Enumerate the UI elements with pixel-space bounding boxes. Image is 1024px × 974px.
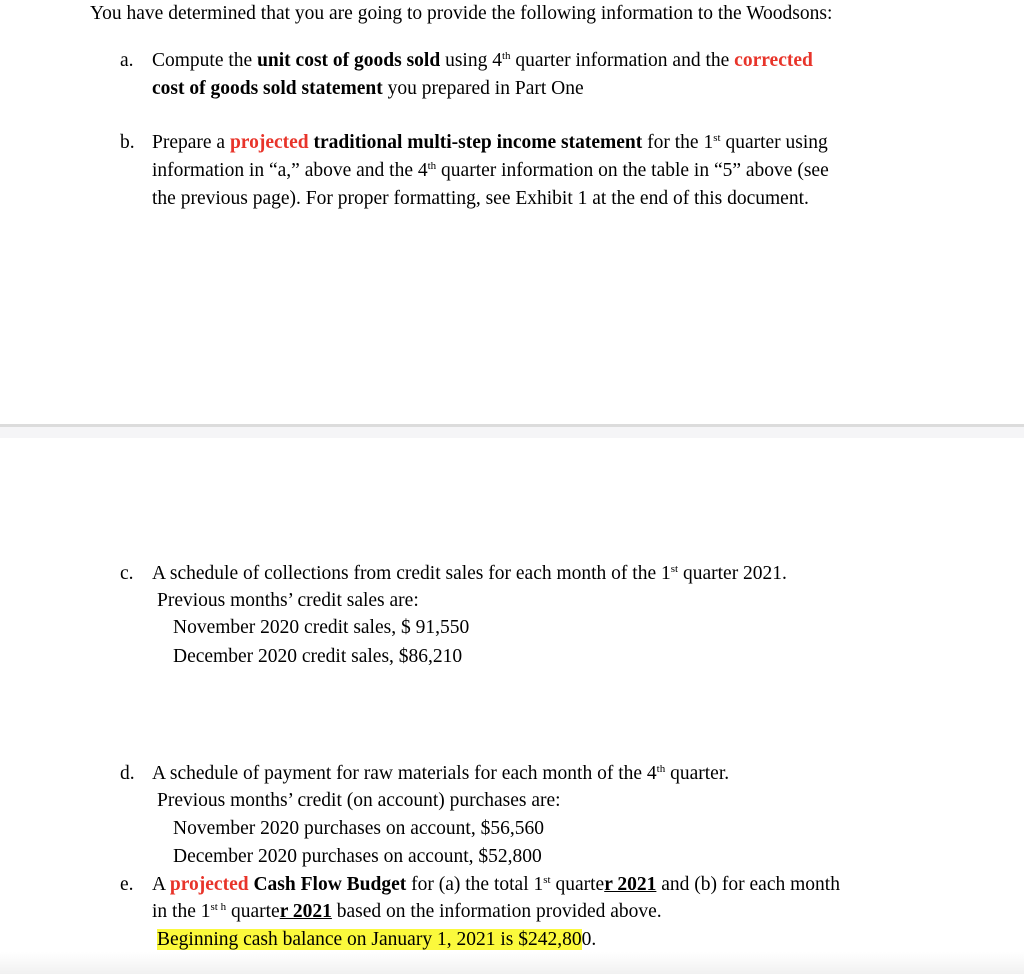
highlighted-cash-balance: Beginning cash balance on January 1, 2021 is $242,80 [157,929,582,950]
bottom-shade [0,952,1024,974]
item-d-line-2: Previous months’ credit (on account) purchases are: [157,790,561,811]
item-c-line-1: A schedule of collections from credit sales for each month of the 1st quarter 2021. [152,563,787,584]
item-c-line-3: November 2020 credit sales, $ 91,550 [173,617,470,638]
page-break [0,424,1024,438]
item-e-line-3: Beginning cash balance on January 1, 2021 is $242,800. [157,929,597,950]
item-e-line-2: in the $1^{st h}$ quarter 2021 based on the information provided above. [152,901,662,922]
item-c-line-2: Previous months’ credit sales are: [157,590,419,611]
item-d-line-1: A schedule of payment for raw materials for each month of the 4th quarter. [152,763,730,784]
item-e-marker: e. [120,874,134,895]
item-d-line-4: December 2020 purchases on account, $52,800 [173,846,542,867]
item-b-marker: b. [120,132,135,153]
item-b-line-3: the previous page). For proper formatting, see Exhibit 1 at the end of this document. [152,188,809,209]
intro-text: You have determined that you are going to provide the following information to the Woodsons: [90,3,833,24]
item-e-line-1: A projected Cash Flow Budget for (a) the total 1st quarter 2021 and (b) for each month [152,874,840,895]
item-b-line-2: information in “a,” above and the 4th quarter information on the table in “5” above (see [152,160,829,181]
item-a-line-2: cost of goods sold statement you prepared in Part One [152,78,584,99]
item-c-line-4: December 2020 credit sales, $86,210 [173,646,463,667]
item-a-line-1: Compute the unit cost of goods sold using 4th quarter information and the corrected [152,50,813,71]
item-a-marker: a. [120,50,134,71]
item-d-marker: d. [120,763,135,784]
item-d-line-3: November 2020 purchases on account, $56,560 [173,818,544,839]
item-c-marker: c. [120,563,134,584]
item-b-line-1: Prepare a projected traditional multi-step income statement for the 1st quarter using [152,132,828,153]
